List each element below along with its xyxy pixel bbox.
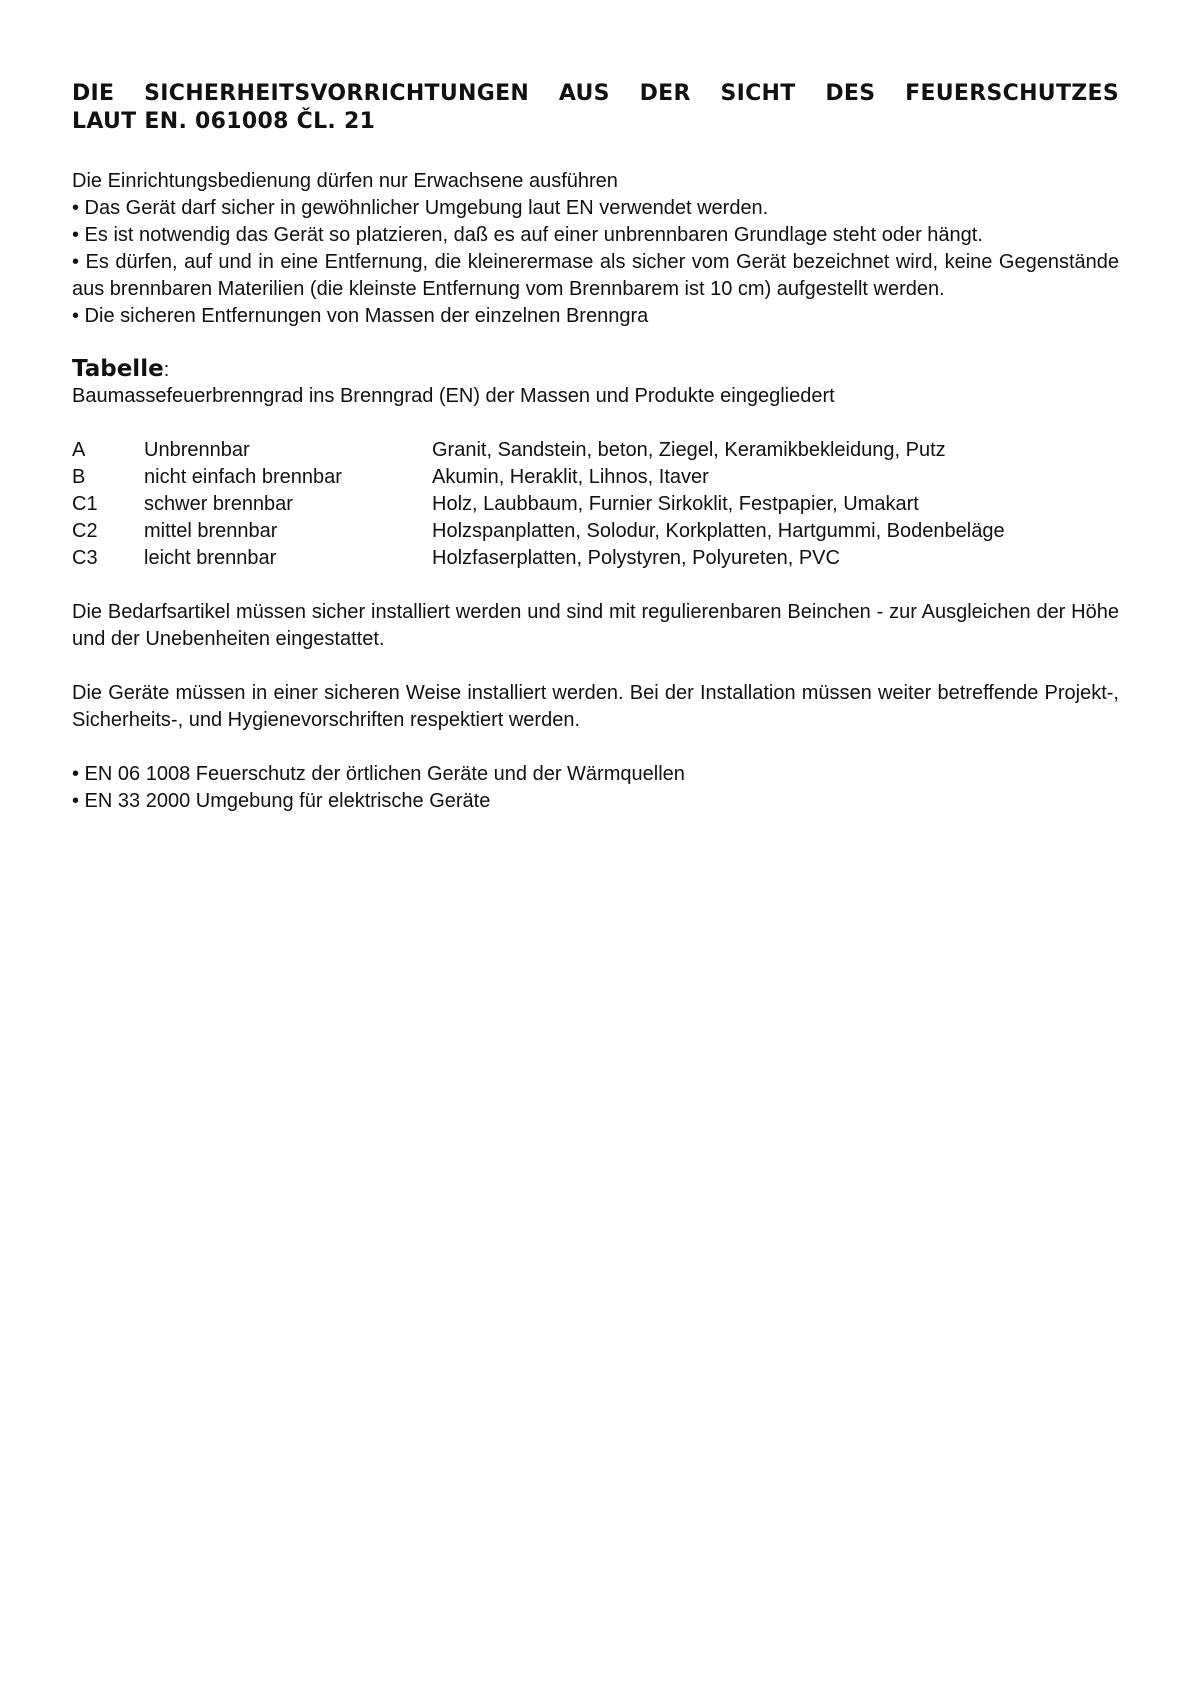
table-row [72,491,1005,518]
intro-bullet: • Die sicheren Entfernungen von Massen der einzelnen Brenngra [72,305,649,327]
bedarf-paragraph: Die Bedarfsartikel müssen sicher installiert werden und sind mit regulierenbaren Beinchen - zur Ausgleichen der Höhe und der Unebenheiten eingestattet. [72,601,1119,650]
standard-item: • EN 33 2000 Umgebung für elektrische Geräte [72,790,491,812]
table-row [72,437,1005,464]
intro-section [72,168,1119,330]
standards-list [72,761,1119,815]
grade-label: mittel brennbar [144,520,278,542]
heading-line-2: LAUT EN. 061008 ČL. 21 [72,109,376,134]
installation-paragraph: Die Geräte müssen in einer sicheren Weise installiert werden. Bei der Installation müssen weiter betreffende Projekt-, Sicherheits-, und Hygienevorschriften respektiert werden. [72,682,1119,731]
grade-materials: Holz, Laubbaum, Furnier Sirkoklit, Festpapier, Umakart [432,493,919,515]
grade-code: A [72,439,86,461]
intro-first-line: Die Einrichtungsbedienung dürfen nur Erwachsene ausführen [72,170,618,192]
document-heading [72,80,1119,136]
grade-materials: Holzfaserplatten, Polystyren, Polyureten, PVC [432,547,840,569]
fire-grade-table [72,437,1005,572]
grade-label: nicht einfach brennbar [144,466,342,488]
table-title [72,356,1119,383]
table-title-text: Tabelle [72,356,164,382]
grade-label: schwer brennbar [144,493,293,515]
table-row [72,464,1005,491]
table-row [72,545,1005,572]
table-row [72,518,1005,545]
grade-code: C2 [72,520,98,542]
intro-bullet: • Es ist notwendig das Gerät so platzieren, daß es auf einer unbrennbaren Grundlage steht oder hängt. [72,224,983,246]
standard-item: • EN 06 1008 Feuerschutz der örtlichen Geräte und der Wärmquellen [72,763,685,785]
grade-label: leicht brennbar [144,547,277,569]
grade-code: B [72,466,86,488]
heading-line-1: DIE SICHERHEITSVORRICHTUNGEN AUS DER SICHT DES FEUERSCHUTZES [72,81,1119,106]
document-page [72,80,1119,815]
grade-label: Unbrennbar [144,439,250,461]
grade-code: C1 [72,493,98,515]
intro-bullet: • Es dürfen, auf und in eine Entfernung, die kleinerermase als sicher vom Gerät bezeichnet wird, keine Gegenstände aus brennbaren Materilien (die kleinste Entfernung vom Brennbarem ist 10 cm) aufgestellt werden. [72,251,1119,300]
table-title-suffix: : [163,359,170,381]
grade-materials: Holzspanplatten, Solodur, Korkplatten, Hartgummi, Bodenbeläge [432,520,1005,542]
grade-materials: Akumin, Heraklit, Lihnos, Itaver [432,466,709,488]
intro-bullet: • Das Gerät darf sicher in gewöhnlicher Umgebung laut EN verwendet werden. [72,197,769,219]
grade-code: C3 [72,547,98,569]
grade-materials: Granit, Sandstein, beton, Ziegel, Keramikbekleidung, Putz [432,439,946,461]
table-caption: Baumassefeuerbrenngrad ins Brenngrad (EN) der Massen und Produkte eingegliedert [72,385,835,407]
